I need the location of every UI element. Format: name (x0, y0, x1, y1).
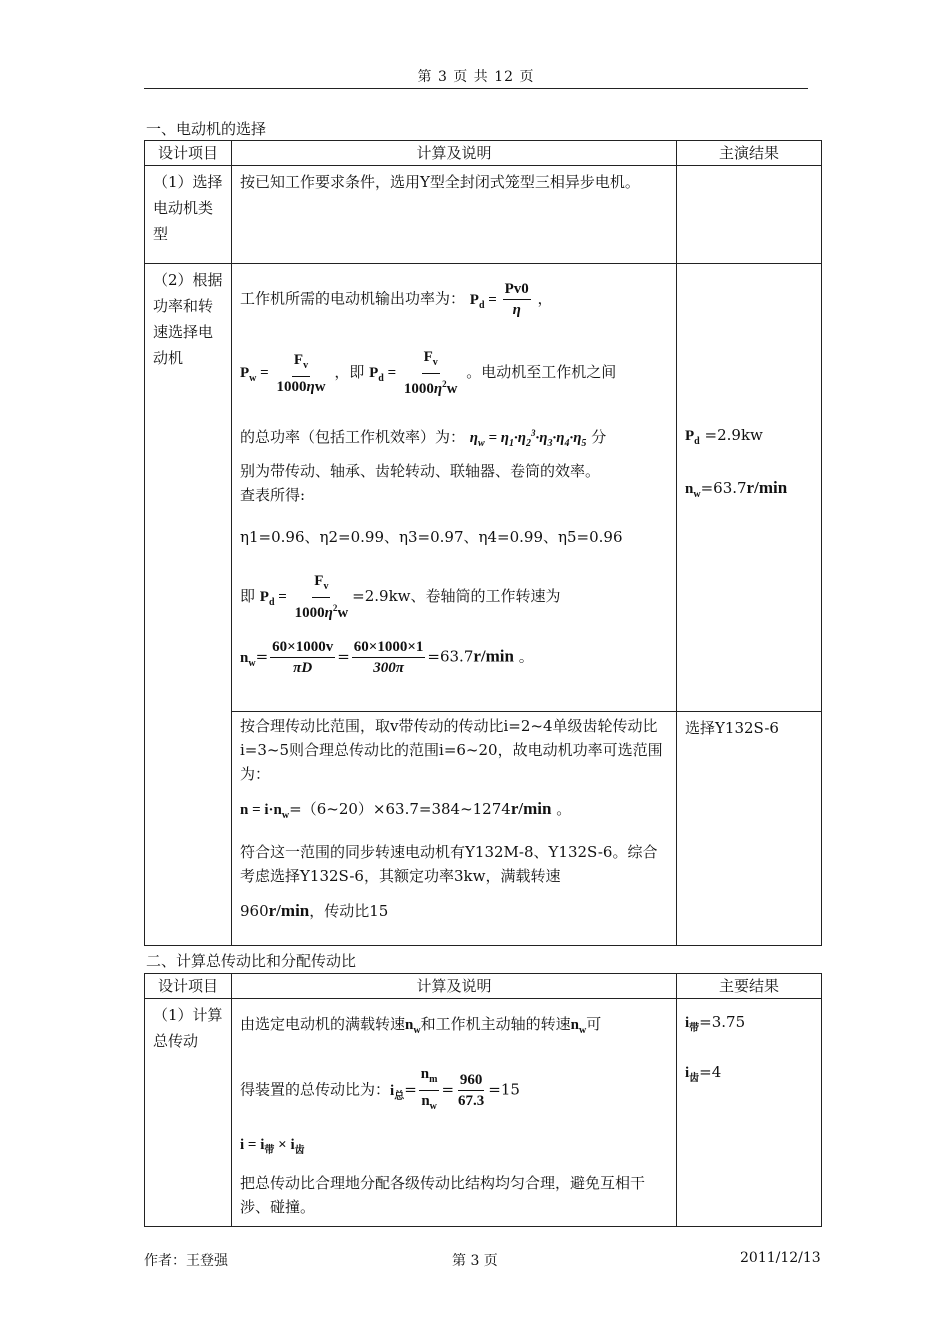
power-line1: 工作机所需的电动机输出功率为： $P_d$ = $\frac{Pv0}{\eta}$ ， (240, 281, 553, 318)
pd-fraction: $\frac{Pv0}{\eta}$ (504, 281, 529, 318)
speed-range-formula: $n = i\cdot n_w=(6\sim 20)\times 63.7=384\sim 1274r/\min$ 。 (240, 799, 572, 821)
footer-date: 2011/12/13 (740, 1250, 821, 1266)
speed-formula: $n_w=$ $\frac{60\times 1000v}{\pi D}$ = $\frac{60\times 1000\times 1}{300\pi}$ =63.7r/min 。 (240, 639, 534, 676)
col-header-item: 设计项目 (145, 141, 232, 166)
ratio-product: $i = i_带 \times i_齿$ (240, 1137, 305, 1156)
ratio-line1: 由选定电动机的满载转速$n_w$和工作机主动轴的转速$n_w$可 (240, 1015, 602, 1036)
power-result-cell (677, 264, 822, 712)
transmission-ratio-table (144, 973, 822, 1227)
power-line3: 的总功率（包括工作机效率）为： $\eta_w = \eta_1\cdot\eta_2^3\cdot\eta_3\cdot\eta_4\cdot\eta_5$ 分 (240, 428, 607, 449)
result-belt-ratio: $i_带=3.75$ (685, 1013, 746, 1034)
ratio-distribution-text: 把总传动比合理地分配各级传动比结构均匀合理，避免互相干涉、碰撞。 (240, 1174, 646, 1216)
power-line4: 别为带传动、轴承、齿轮转动、联轴器、卷筒的效率。 (240, 462, 601, 480)
power-line5: 查表所得: (240, 486, 306, 504)
row-text-motor-type: 按已知工作要求条件，选用Y型全封闭式笼型三相异步电机。 (232, 166, 677, 264)
motor-selection-table (144, 140, 822, 946)
row-item-power-speed: （2）根据功率和转速选择电动机 (145, 264, 232, 946)
motor-choice-text: 符合这一范围的同步转速电动机有Y132M-8、Y132S-6。综合考虑选择Y132S-6，其额定功率3kw，满载转速 (240, 843, 658, 885)
ratio-range-cell (232, 712, 677, 946)
result-gear-ratio: $i_齿=4$ (685, 1063, 722, 1084)
ratio-result-cell (677, 999, 822, 1227)
full-load-speed: 960r/min，传动比15 (240, 901, 389, 920)
col-header-calc: 计算及说明 (232, 141, 677, 166)
footer-author: 作者：王登强 (144, 1253, 228, 1269)
ratio-range-text: 按合理传动比范围，取v带传动的传动比i=2~4单级齿轮传动比i=3~5则合理总传动比的范围i=6~20，故电动机功率可选范围为： (240, 717, 663, 783)
section2-title: 二、计算总传动比和分配传动比 (146, 952, 357, 970)
total-ratio-cell (232, 999, 677, 1227)
col-header-result-2: 主要结果 (677, 974, 822, 999)
efficiency-values: η1=0.96、η2=0.99、η3=0.97、η4=0.99、η5=0.96 (240, 528, 623, 546)
section1-title: 一、电动机的选择 (146, 120, 267, 138)
col-header-result: 主演结果 (677, 141, 822, 166)
row-item-motor-type: （1）选择电动机类型 (145, 166, 232, 264)
result-pd: $P_d =2.9kw$ (685, 426, 763, 447)
col-header-item-2: 设计项目 (145, 974, 232, 999)
col-header-calc-2: 计算及说明 (232, 974, 677, 999)
power-line7: 即 $P_d$ = $\frac{F_v}{1000\eta^2w}$ =2.9kw、卷轴筒的工作转速为 (240, 573, 561, 621)
power-calc-cell (232, 264, 677, 712)
header-rule (144, 88, 808, 89)
page-header: 第 3 页 共 12 页 (417, 69, 535, 85)
footer-page: 第 3 页 (452, 1253, 498, 1269)
ratio-line2: 得装置的总传动比为：$i_总=$ $\frac{n_m}{n_w}$ = $\frac{960}{67.3}$ =15 (240, 1066, 520, 1112)
result-nw: $n_w=63.7r/\min$ (685, 478, 788, 500)
result-motor-model: 选择Y132S-6 (677, 712, 822, 946)
row-result-empty (677, 166, 822, 264)
row-item-total-ratio: （1）计算总传动 (145, 999, 232, 1227)
power-line2: $P_w$ = $\frac{F_v}{1000\eta w}$ ，即 $P_d$ = $\frac{F_v}{1000\eta^2w}$ 。电动机至工作机之间 (240, 349, 617, 397)
